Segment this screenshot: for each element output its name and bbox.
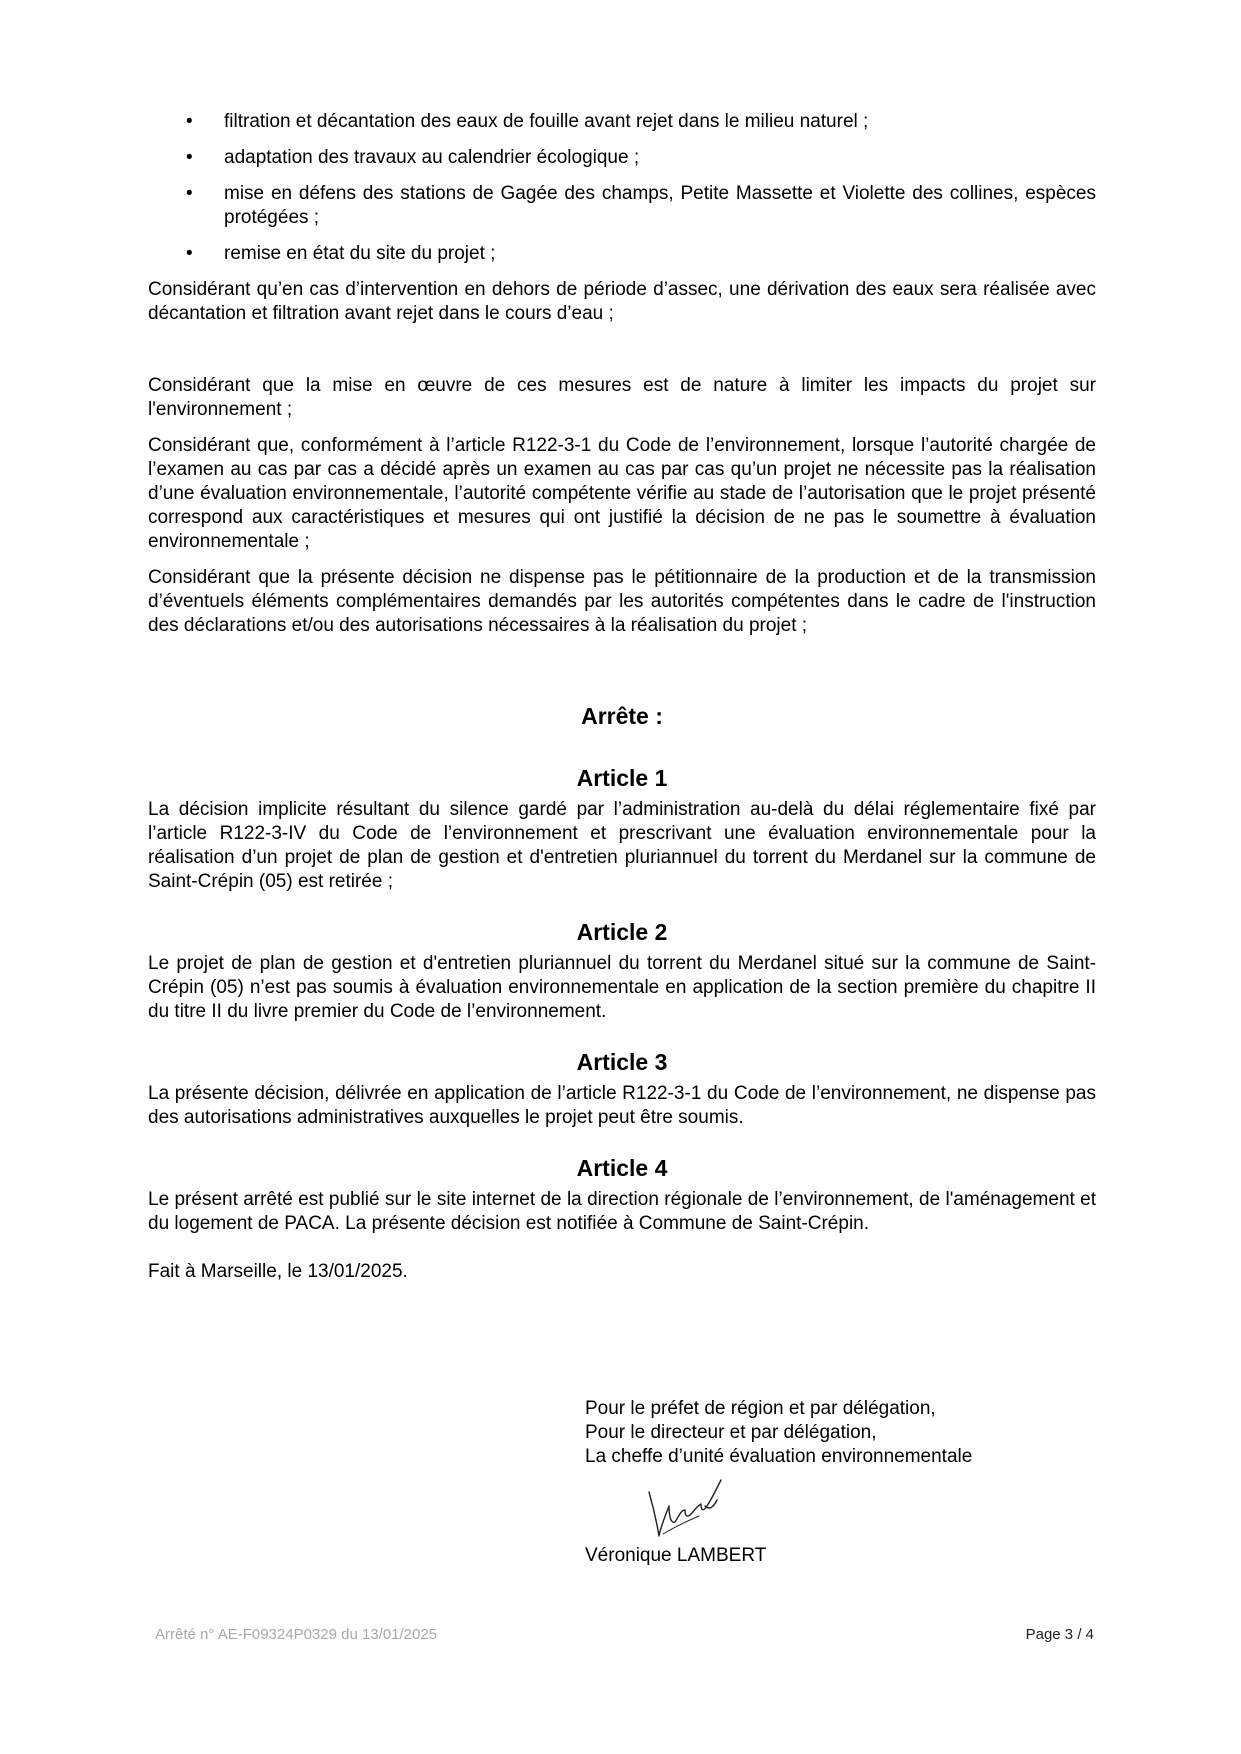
- article-1: [148, 764, 1096, 894]
- bullet-symbol: •: [186, 243, 193, 264]
- signer-name: Véronique LAMBERT: [585, 1545, 767, 1566]
- signature-block: [585, 1397, 972, 1469]
- list-item-text: filtration et décantation des eaux de fouille avant rejet dans le milieu naturel ;: [224, 111, 869, 132]
- considerant-paragraph: Considérant que la mise en œuvre de ces mesures est de nature à limiter les impacts du projet sur l'environnement ;: [148, 375, 1096, 420]
- page-number: Page 3 / 4: [1025, 1626, 1094, 1643]
- list-item: [148, 146, 1096, 170]
- signature-line-3: La cheffe d’unité évaluation environnementale: [585, 1446, 973, 1467]
- article-3: [148, 1048, 1096, 1130]
- bullet-symbol: •: [186, 183, 193, 204]
- article-4: [148, 1154, 1096, 1236]
- list-item: [148, 182, 1096, 230]
- considerant-paragraph: Considérant que la présente décision ne dispense pas le pétitionnaire de la production et de la transmission d’éventuels éléments complémentaires demandés par les autorités compétentes dans le cadre de l'instruction des déclarations et/ou des autorisations nécessaires à la réalisation du projet ;: [148, 567, 1096, 636]
- article-text: Le projet de plan de gestion et d'entretien pluriannuel du torrent du Merdanel situé sur la commune de Saint-Crépin (05) n’est pas soumis à évaluation environnementale en application de la section première du chapitre II du titre II du livre premier du Code de l’environnement.: [148, 953, 1096, 1022]
- bullet-symbol: •: [186, 111, 193, 132]
- article-title: Article 1: [576, 765, 668, 791]
- list-item-text: remise en état du site du projet ;: [224, 243, 496, 264]
- article-title: Article 3: [576, 1049, 668, 1075]
- article-text: La décision implicite résultant du silence gardé par l’administration au-delà du délai réglementaire fixé par l’article R122-3-IV du Code de l’environnement et prescrivant une évaluation environnementale pour la réalisation d’un projet de plan de gestion et d'entretien pluriannuel du torrent du Merdanel sur la commune de Saint-Crépin (05) est retirée ;: [148, 799, 1096, 892]
- article-2: [148, 918, 1096, 1024]
- list-item-text: adaptation des travaux au calendrier écologique ;: [224, 147, 640, 168]
- list-item: [148, 242, 1096, 266]
- considerant-paragraph: Considérant que, conformément à l’article R122-3-1 du Code de l’environnement, lorsque l’autorité chargée de l’examen au cas par cas a décidé après un examen au cas par cas qu’un projet ne nécessite pas la réalisation d’une évaluation environnementale, l’autorité compétente vérifie au stade de l’autorisation que le projet présenté correspond aux caractéristiques et mesures qui ont justifié la décision de ne pas le soumettre à évaluation environnementale ;: [148, 435, 1096, 552]
- footer-reference: Arrêté n° AE-F09324P0329 du 13/01/2025: [155, 1626, 438, 1643]
- signature-line-2: Pour le directeur et par délégation,: [585, 1422, 877, 1443]
- considerant-paragraph: Considérant qu’en cas d’intervention en dehors de période d’assec, une dérivation des eaux sera réalisée avec décantation et filtration avant rejet dans le cours d’eau ;: [148, 279, 1096, 324]
- place-date: Fait à Marseille, le 13/01/2025.: [148, 1261, 408, 1282]
- list-item-text: mise en défens des stations de Gagée des champs, Petite Massette et Violette des collines, espèces protégées ;: [224, 183, 1096, 228]
- arrete-heading: Arrête :: [581, 703, 663, 729]
- article-title: Article 4: [576, 1155, 668, 1181]
- signature-line-1: Pour le préfet de région et par délégation,: [585, 1398, 936, 1419]
- article-text: Le présent arrêté est publié sur le site internet de la direction régionale de l’environnement, de l'aménagement et du logement de PACA. La présente décision est notifiée à Commune de Saint-Crépin.: [148, 1189, 1096, 1234]
- article-title: Article 2: [576, 919, 668, 945]
- handwritten-signature: [645, 1476, 735, 1546]
- measures-list: [148, 110, 1096, 266]
- bullet-symbol: •: [186, 147, 193, 168]
- article-text: La présente décision, délivrée en application de l’article R122-3-1 du Code de l’environnement, ne dispense pas des autorisations administratives auxquelles le projet peut être soumis.: [148, 1083, 1096, 1128]
- document-body: [148, 110, 1096, 1296]
- list-item: [148, 110, 1096, 134]
